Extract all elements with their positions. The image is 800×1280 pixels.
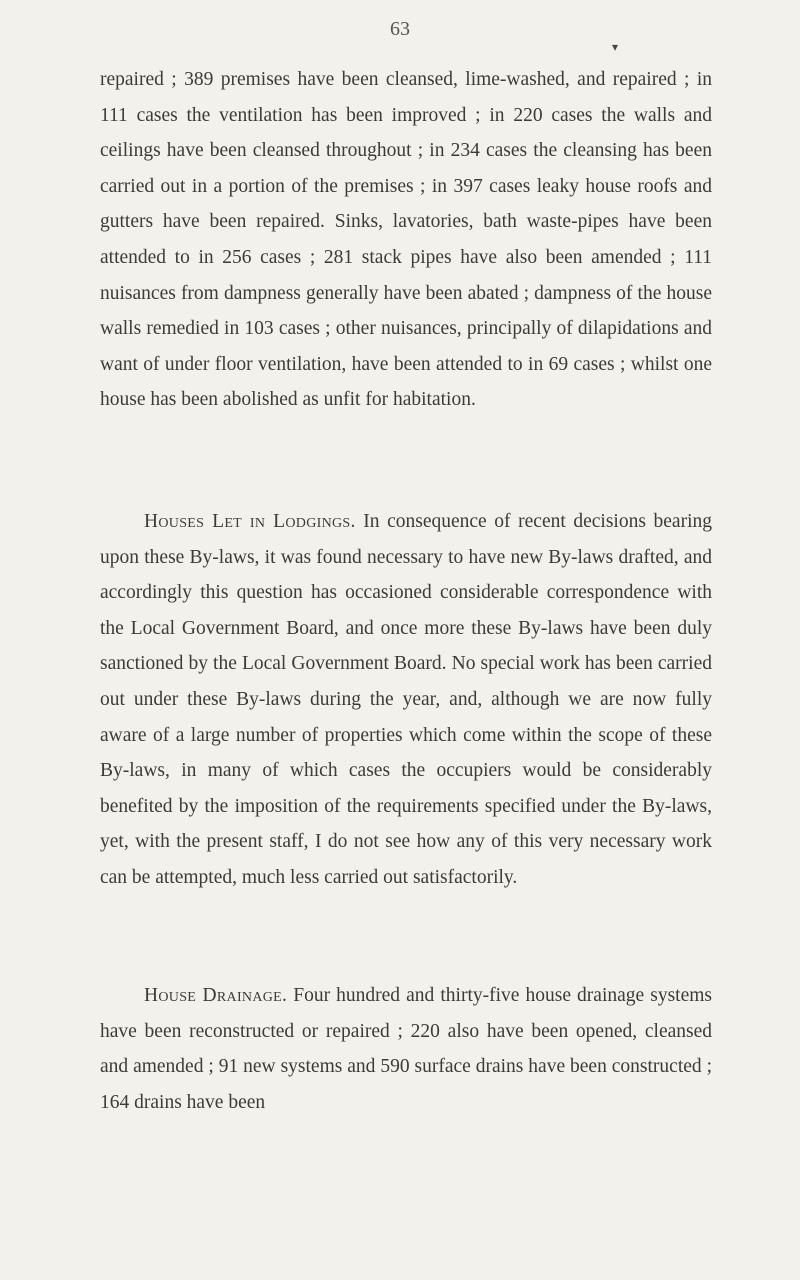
- paragraph-house-drainage: [100, 978, 712, 1120]
- printer-mark: ▾: [612, 40, 619, 54]
- paragraph-body: Four hundred and thirty-five house drainage systems have been reconstructed or repaired ; 220 also have been opened, cleansed and amended ; 91 new systems and 590 surface drains have been constructed ; 164 drains have been: [100, 985, 713, 1113]
- section-heading: House Drainage.: [144, 985, 288, 1006]
- paragraph-repairs: [100, 62, 712, 418]
- paragraph-houses-let-in-lodgings: [100, 504, 712, 896]
- paragraph-body: In consequence of recent decisions bearing upon these By-laws, it was found necessary to have new By-laws drafted, and accordingly this question has occasioned considerable correspondence with the Local Government Board, and once more these By-laws have been duly sanctioned by the Local Government Board. No special work has been carried out under these By-laws during the year, and, although we are now fully aware of a large number of properties which come within the scope of these By-laws, in many of which cases the occupiers would be considerably benefited by the imposition of the requirements specified under the By-laws, yet, with the present staff, I do not see how any of this very necessary work can be attempted, much less carried out satisfactorily.: [100, 511, 712, 888]
- paragraph-body: repaired ; 389 premises have been cleansed, lime-washed, and repaired ; in 111 cases the ventilation has been improved ; in 220 cases the walls and ceilings have been cleansed throughout ; in 234 cases the cleansing has been carried out in a portion of the premises ; in 397 cases leaky house roofs and gutters have been repaired. Sinks, lavatories, bath waste-pipes have been attended to in 256 cases ; 281 stack pipes have also been amended ; 111 nuisances from dampness generally have been abated ; dampness of the house walls remedied in 103 cases ; other nuisances, principally of dilapidations and want of under floor ventilation, have been attended to in 69 cases ; whilst one house has been abolished as unfit for habitation.: [100, 69, 712, 411]
- section-heading: Houses Let in Lodgings.: [144, 511, 356, 532]
- page-number: 63: [390, 18, 410, 40]
